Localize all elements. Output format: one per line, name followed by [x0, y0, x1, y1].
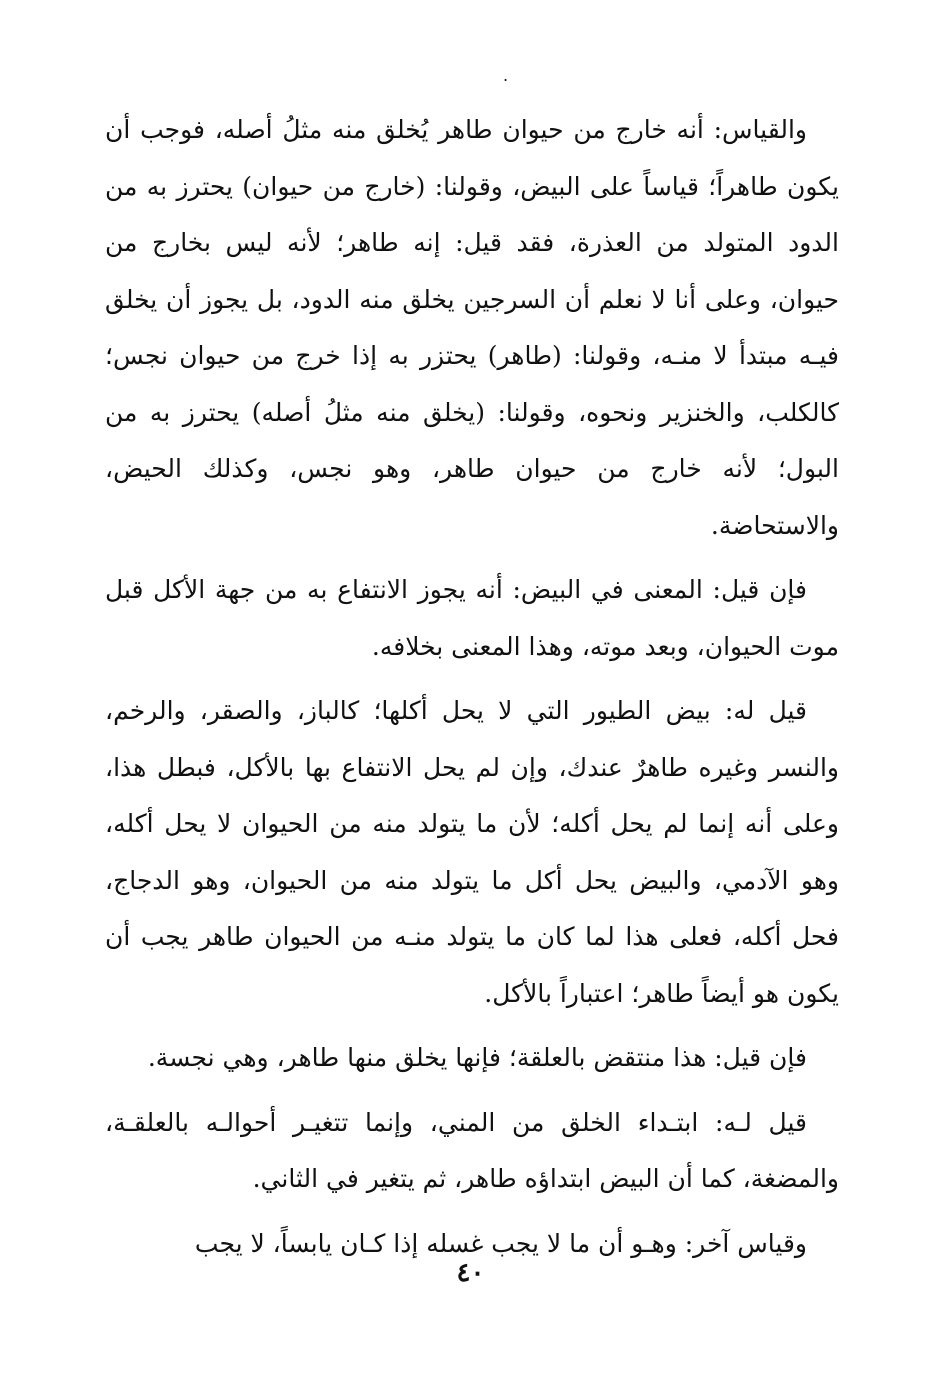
paragraph-qiyas: والقياس: أنه خارج من حيوان طاهر يُخلق منه مثلُ أصله، فوجب أن يكون طاهراً؛ قياساً على البيض، وقولنا: (خارج من حيوان) يحترز به من الدود المتولد من العذرة، فقد قيل: إنه طاهر؛ لأنه ليس بخارج من حيوان، وعلى أنا لا نعلم أن السرجين يخلق منه الدود، بل يجوز أن يخلق فيـه مبتدأ لا منـه، وقولنا: (طاهر) يحتزر به إذا خرج من حيوان نجس؛ كالكلب، والخنزير ونحوه، وقولنا: (يخلق منه مثلُ أصله) يحترز به من البول؛ لأنه خارج من حيوان طاهر، وهو نجس، وكذلك الحيض، والاستحاضة. [105, 115, 839, 540]
paragraph-objection-alaqa: فإن قيل: هذا منتقض بالعلقة؛ فإنها يخلق منها طاهر، وهي نجسة. [147, 1043, 807, 1072]
page-number: ٤٠ [456, 1258, 485, 1288]
text-body [105, 102, 839, 1280]
paragraph-objection-egg: فإن قيل: المعنى في البيض: أنه يجوز الانتفاع به من جهة الأكل قبل موت الحيوان، وبعد موته، وهذا المعنى بخلافه. [105, 575, 839, 661]
top-mark: . [503, 66, 509, 85]
paragraph-another-qiyas: وقياس آخر: وهـو أن ما لا يجب غسله إذا كـان يابساً، لا يجب [194, 1228, 807, 1258]
paragraph-reply-mani: قيل لـه: ابتـداء الخلق من المني، وإنما تتغيـر أحوالـه بالعلقـة، والمضغة، كما أن البيض ابتداؤه طاهر، ثم يتغير في الثاني. [105, 1107, 839, 1193]
paragraph-reply-birds: قيل له: بيض الطيور التي لا يحل أكلها؛ كالباز، والصقر، والرخم، والنسر وغيره طاهرٌ عندك، وإن لم يحل الانتفاع بها بالأكل، فبطل هذا، وعلى أنه إنما لم يحل أكله؛ لأن ما يتولد منه من الحيوان لا يحل أكله، وهو الآدمي، والبيض يحل أكل ما يتولد منه من الحيوان، وهو الدجاج، فحل أكله، فعلى هذا لما كان ما يتولد منـه من الحيوان طاهر يجب أن يكون هو أيضاً طاهر؛ اعتباراً بالأكل. [105, 696, 839, 1008]
